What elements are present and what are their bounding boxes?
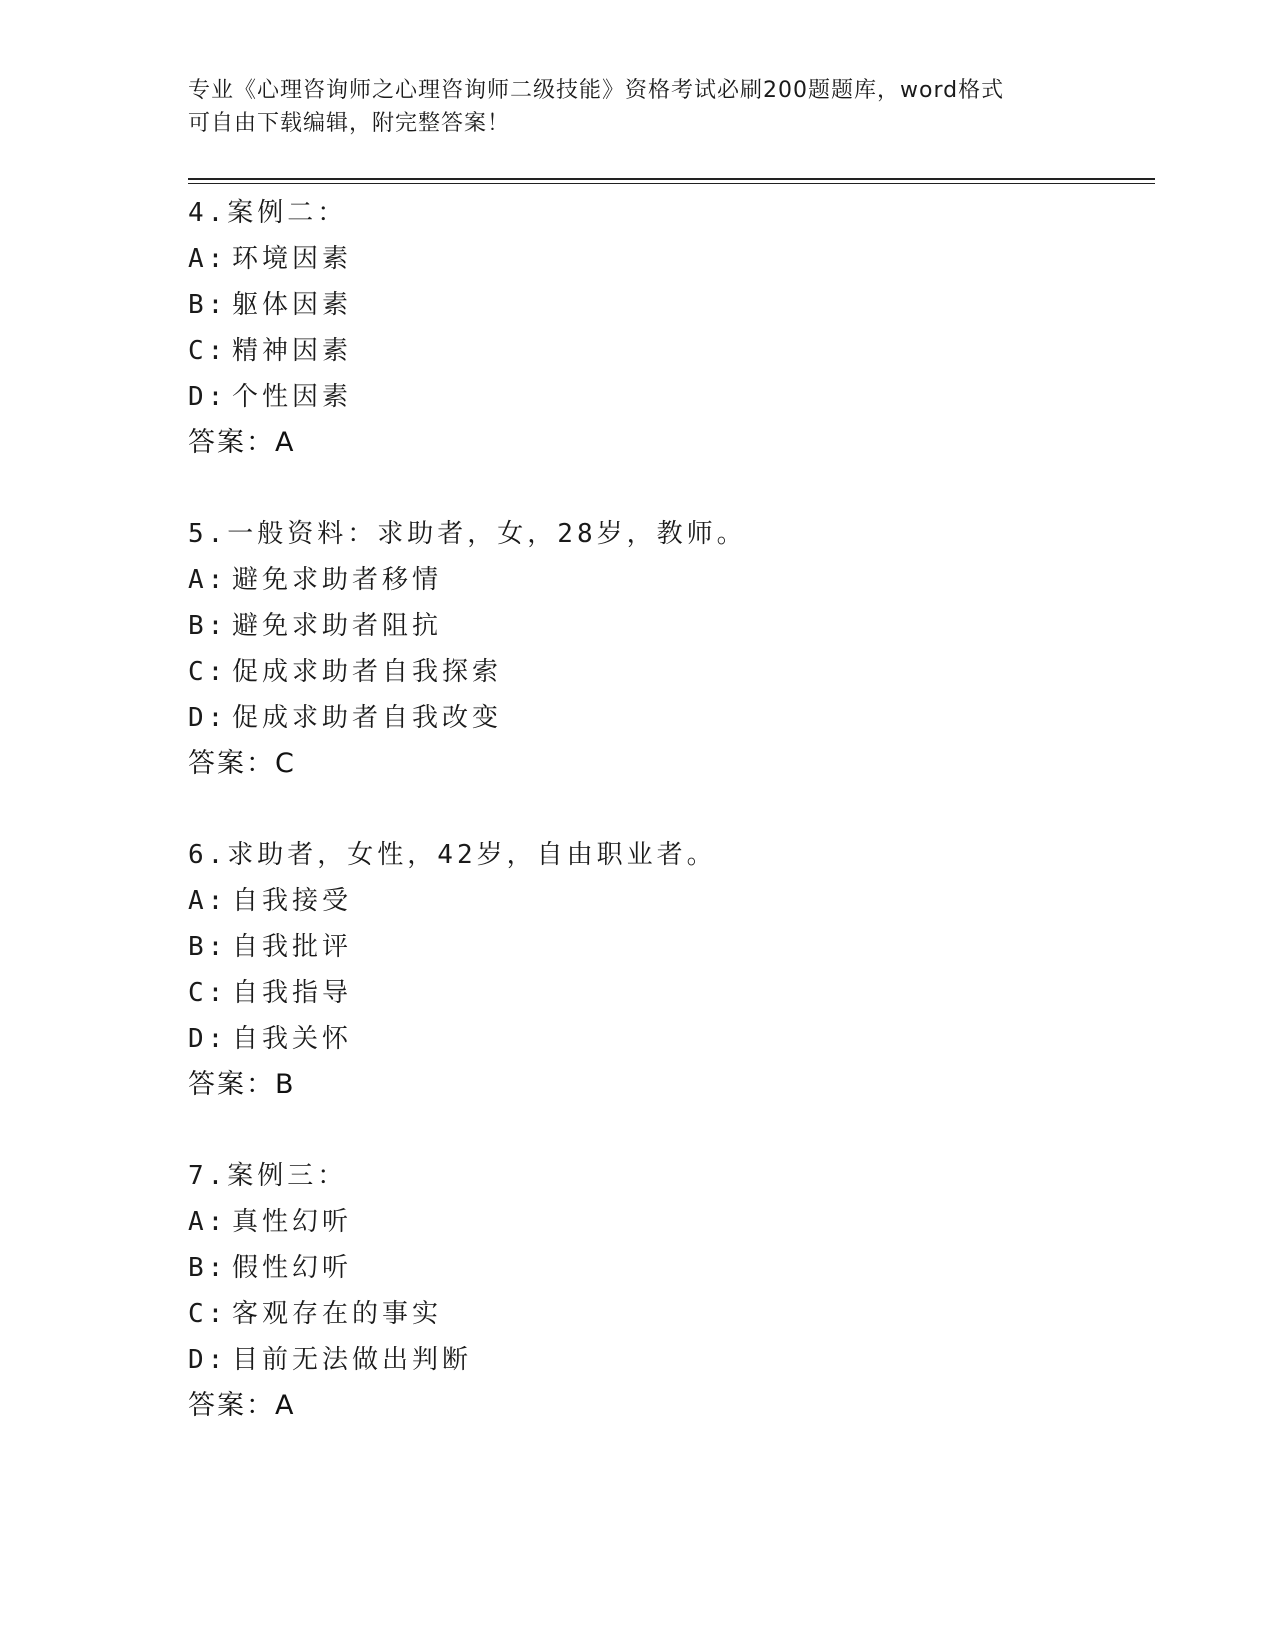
option-label: D: xyxy=(188,1345,228,1375)
answer: 答案：B xyxy=(188,1069,296,1100)
option-label: A: xyxy=(188,244,228,274)
option-text: 精神因素 xyxy=(232,336,353,366)
option-label: B: xyxy=(188,611,228,641)
option-text: 避免求助者移情 xyxy=(232,565,443,595)
answer: 答案：C xyxy=(188,748,296,779)
option-a xyxy=(188,878,1148,924)
option-text: 促成求助者自我探索 xyxy=(232,657,503,687)
option-label: A: xyxy=(188,565,228,595)
option-text: 躯体因素 xyxy=(232,290,353,320)
option-b xyxy=(188,603,1148,649)
document-header xyxy=(188,74,1088,140)
option-d xyxy=(188,374,1148,420)
header-divider-thick xyxy=(188,178,1155,180)
option-text: 真性幻听 xyxy=(232,1207,353,1237)
option-text: 环境因素 xyxy=(232,244,353,274)
question-stem: 4.案例二： xyxy=(188,198,348,228)
option-label: B: xyxy=(188,932,228,962)
option-text: 自我批评 xyxy=(232,932,353,962)
option-d xyxy=(188,1337,1148,1383)
option-a xyxy=(188,1199,1148,1245)
answer: 答案：A xyxy=(188,427,296,458)
option-a xyxy=(188,557,1148,603)
option-c xyxy=(188,1291,1148,1337)
answer: 答案：A xyxy=(188,1390,296,1421)
option-text: 目前无法做出判断 xyxy=(232,1345,473,1375)
option-label: D: xyxy=(188,382,228,412)
option-text: 促成求助者自我改变 xyxy=(232,703,503,733)
option-d xyxy=(188,695,1148,741)
question-6 xyxy=(188,832,1148,1108)
header-divider-thin xyxy=(188,183,1155,184)
question-stem: 7.案例三： xyxy=(188,1161,348,1191)
option-label: A: xyxy=(188,886,228,916)
option-text: 自我接受 xyxy=(232,886,353,916)
option-d xyxy=(188,1016,1148,1062)
option-label: D: xyxy=(188,1024,228,1054)
question-list xyxy=(188,190,1148,1474)
header-line-1: 专业《心理咨询师之心理咨询师二级技能》资格考试必刷200题题库，word格式 xyxy=(188,78,1005,103)
option-label: D: xyxy=(188,703,228,733)
option-label: B: xyxy=(188,290,228,320)
option-b xyxy=(188,924,1148,970)
option-text: 假性幻听 xyxy=(232,1253,353,1283)
option-label: C: xyxy=(188,1299,228,1329)
option-c xyxy=(188,328,1148,374)
option-label: A: xyxy=(188,1207,228,1237)
question-5 xyxy=(188,511,1148,787)
option-text: 避免求助者阻抗 xyxy=(232,611,443,641)
option-c xyxy=(188,649,1148,695)
option-label: C: xyxy=(188,336,228,366)
question-4 xyxy=(188,190,1148,466)
option-c xyxy=(188,970,1148,1016)
option-b xyxy=(188,1245,1148,1291)
header-line-2: 可自由下载编辑，附完整答案！ xyxy=(188,111,511,136)
option-b xyxy=(188,282,1148,328)
option-label: B: xyxy=(188,1253,228,1283)
option-text: 个性因素 xyxy=(232,382,353,412)
option-text: 自我指导 xyxy=(232,978,353,1008)
question-stem: 6.求助者，女性，42岁，自由职业者。 xyxy=(188,840,717,870)
option-label: C: xyxy=(188,978,228,1008)
option-a xyxy=(188,236,1148,282)
option-label: C: xyxy=(188,657,228,687)
option-text: 客观存在的事实 xyxy=(232,1299,443,1329)
question-stem: 5.一般资料：求助者，女，28岁，教师。 xyxy=(188,519,747,549)
option-text: 自我关怀 xyxy=(232,1024,353,1054)
question-7 xyxy=(188,1153,1148,1429)
